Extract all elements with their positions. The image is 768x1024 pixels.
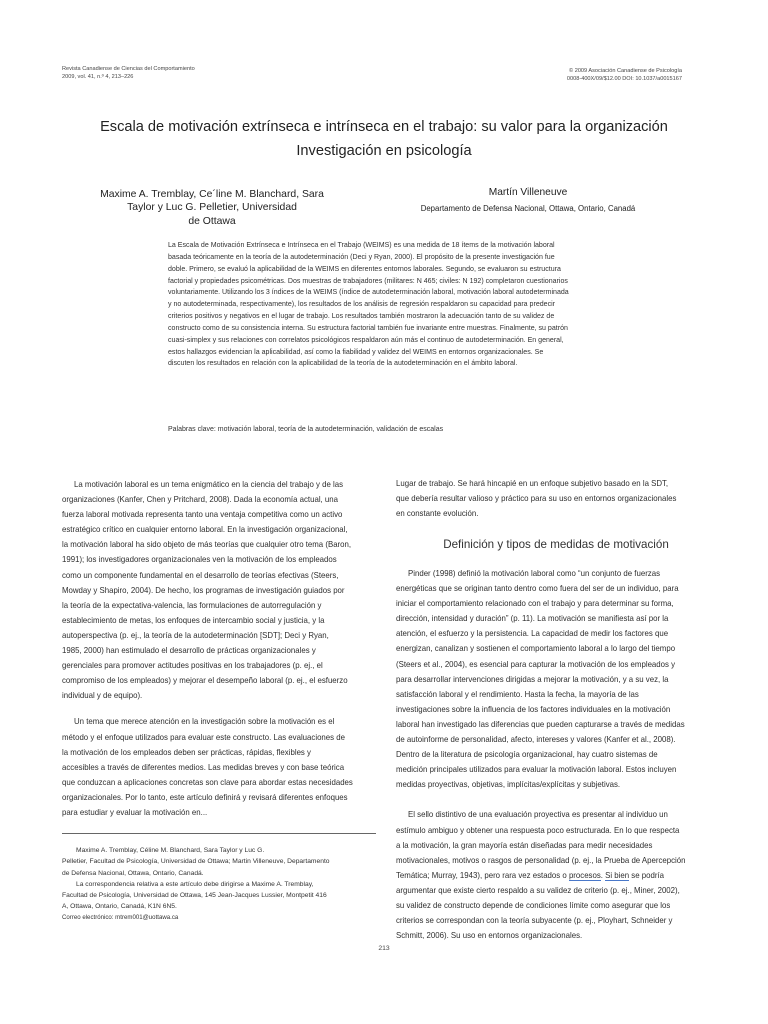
text-line: accesibles a través de diferentes medios. Las medidas breves y con base teórica xyxy=(62,762,345,772)
text-line: medición principales utilizados para evaluar la motivación laboral. Estos incluyen xyxy=(396,765,677,775)
abstract-line: y no autodeterminada, respectivamente), los resultados de los análisis de regresión respaldaron su capacidad para predecir xyxy=(168,301,556,309)
text-segment: se podría xyxy=(629,870,664,880)
text-line: iniciar el comportamiento relacionado con el trabajo y para determinar su forma, xyxy=(396,599,674,609)
text-line: medidas proyectivas, objetivas, implícitas/explícitas y subjetivas. xyxy=(396,780,621,790)
text-line: energéticas que se originan tanto dentro como fuera del ser de un individuo, para xyxy=(396,584,679,594)
copyright-block xyxy=(567,67,682,83)
footnote-line: A, Ottawa, Ontario, Canadá, K1N 6N5. xyxy=(62,903,177,911)
footnotes xyxy=(62,845,382,922)
title-line-1: Escala de motivación extrínseca e intrínseca en el trabajo: su valor para la organización xyxy=(100,119,668,135)
footnote-line: de Defensa Nacional, Ottawa, Ontario, Canadá. xyxy=(62,869,204,877)
authors-right xyxy=(396,186,660,214)
right-column xyxy=(396,566,716,943)
right-paragraph-0 xyxy=(396,476,716,521)
text-line: la motivación laboral ha sido objeto de más teorías que cualquier otro tema (Baron, xyxy=(62,540,352,550)
page-number: 213 xyxy=(378,945,390,952)
text-line: estratégico crítico en cualquier entorno laboral. En la investigación organizacional, xyxy=(62,525,348,535)
text-line: de autoinforme de personalidad, afecto, intereses y valores (Kanfer et al., 2008). xyxy=(396,735,676,745)
text-line: 1985, 2000) han estimulado el desarrollo de prácticas organizacionales y xyxy=(62,646,316,656)
left-column xyxy=(62,477,376,820)
author-right-affiliation: Departamento de Defensa Nacional, Ottawa, Ontario, Canadá xyxy=(420,204,636,213)
keywords: Palabras clave: motivación laboral, teoría de la autodeterminación, validación de escalas xyxy=(168,426,444,433)
section-heading: Definición y tipos de medidas de motivación xyxy=(443,538,669,551)
text-line: que debería resultar valioso y práctico para su uso en entornos organizacionales xyxy=(396,494,677,504)
authors-left-line-2: Taylor y Luc G. Pelletier, Universidad xyxy=(127,202,297,214)
text-line: establecimiento de metas, los enfoques de intercambio social y justicia, y la xyxy=(62,615,325,625)
title-line-2: Investigación en psicología xyxy=(296,143,472,159)
article-title xyxy=(20,115,748,163)
text-line: su validez de constructo depende de condiciones límite como asegurar que los xyxy=(396,900,671,910)
text-line: investigaciones sobre la influencia de los factores individuales en la motivación xyxy=(396,704,671,714)
text-line: La motivación laboral es un tema enigmático en la ciencia del trabajo y de las xyxy=(74,480,344,489)
text-line: El sello distintivo de una evaluación proyectiva es presentar al individuo un xyxy=(408,810,668,820)
journal-volume: 2009, vol. 41, n.º 4, 213–226 xyxy=(62,74,134,80)
right-paragraph-1 xyxy=(396,566,716,792)
copyright-text: © 2009 Asociación Canadiense de Psicología xyxy=(569,68,682,74)
authors-left xyxy=(82,188,342,228)
text-line: Mowday y Shapiro, 2004). De hecho, los programas de investigación guiados por xyxy=(62,585,345,595)
abstract-line: constructo como de su consistencia interna. Su estructura factorial también fue invariante entre muestras. Finalmente, su patrón xyxy=(168,324,568,332)
text-line: la motivación de los empleados deben ser prácticas, rápidas, flexibles y xyxy=(62,747,311,757)
text-line: método y el enfoque utilizados para evaluar este constructo. Las evaluaciones de xyxy=(62,732,345,742)
footnote-line: La correspondencia relativa a este artículo debe dirigirse a Maxime A. Tremblay, xyxy=(76,880,314,888)
abstract-line: criterios positivos y negativos en el lugar de trabajo. Los resultados también mostraron la adecuación tanto de su validez de xyxy=(168,313,555,321)
text-line: estímulo ambiguo y obtener una respuesta poco estructurada. En lo que respecta xyxy=(396,825,680,835)
authors-left-line-1: Maxime A. Tremblay, Ce´line M. Blanchard, Sara xyxy=(100,189,324,200)
left-paragraph-2 xyxy=(62,714,376,820)
abstract-line: discuten los resultados en relación con la aplicabilidad de la teoría de la autodeterminación en el ámbito laboral. xyxy=(168,360,518,368)
text-line: para estudiar y evaluar la motivación en... xyxy=(62,807,208,817)
text-segment: . xyxy=(600,870,606,880)
text-line: Pinder (1998) definió la motivación laboral como “un conjunto de fuerzas xyxy=(408,569,661,578)
text-line: satisfacción laboral y el rendimiento. Hasta la fecha, la mayoría de las xyxy=(396,689,639,699)
abstract xyxy=(168,240,600,370)
text-line: Schmitt, 2006). Su uso en entornos organizacionales. xyxy=(396,931,583,941)
footnote-line: Facultad de Psicología, Universidad de Ottawa, 145 Jean-Jacques Lussier, Montpetit 416 xyxy=(62,892,327,900)
text-line: Un tema que merece atención en la investigación sobre la motivación es el xyxy=(74,717,335,727)
text-line: energizan, canalizan y sostienen el comportamiento laboral a lo largo del tiempo xyxy=(396,644,676,654)
text-line: Dentro de la literatura de psicología organizacional, hay cuatro sistemas de xyxy=(396,750,658,760)
underlined-word: procesos xyxy=(568,870,601,880)
text-line: fuerza laboral motivada representa tanto una ventaja competitiva como un activo xyxy=(62,510,343,520)
text-line: laboral han investigado las diferencias que pueden capturarse a través de medidas xyxy=(396,719,685,729)
text-line: como un componente fundamental en el desarrollo de teorías efectivas (Steers, xyxy=(62,570,339,580)
text-line: (Steers et al., 2004), es esencial para capturar la motivación de los empleados y xyxy=(396,659,676,669)
text-line: argumentar que existe cierto respaldo a su validez de criterio (p. ej., Miner, 2002), xyxy=(396,885,680,895)
underlined-word: Si bien xyxy=(605,870,630,880)
text-line: 1991); los investigadores organizacionales ven la motivación de los empleados xyxy=(62,555,337,565)
text-line: para desarrollar intervenciones dirigidas a mejorar la motivación, y a su vez, la xyxy=(396,674,669,684)
text-line: organizaciones (Kanfer, Chen y Pritchard, 2008). Dada la economía actual, una xyxy=(62,495,339,505)
abstract-line: cuasi-simplex y sus relaciones con correlatos psicológicos respaldaron aún más el continuo de autodeterminación. En general, xyxy=(168,336,564,344)
abstract-line: factorial y propiedades psicométricas. Dos muestras de trabajadores (militares: N 465; civiles: N 192) completaron cuestionarios xyxy=(168,277,568,285)
right-paragraph-2 xyxy=(396,807,716,943)
authors-left-line-3: de Ottawa xyxy=(188,215,236,227)
text-line: que conduzcan a aplicaciones concretas son clave para abordar estas necesidades xyxy=(62,777,353,787)
text-line: autoperspectiva (p. ej., la teoría de la autodeterminación [SDT]; Deci y Ryan, xyxy=(62,630,329,640)
abstract-line: estos hallazgos evidencian la aplicabilidad, así como la fiabilidad y validez del WEIMS en entornos organizacionales. Se xyxy=(168,348,544,356)
footnote-line: Maxime A. Tremblay, Céline M. Blanchard, Sara Taylor y Luc G. xyxy=(76,847,265,854)
text-line: compromiso de los empleados) y mejorar el desempeño laboral (p. ej., el esfuerzo xyxy=(62,676,348,686)
text-line xyxy=(396,871,664,881)
text-line: motivacionales, motivos o rasgos de personalidad (p. ej., la Prueba de Apercepción xyxy=(396,855,686,865)
left-paragraph-1 xyxy=(62,477,376,703)
text-line: la teoría de la expectativa-valencia, las formulaciones de autorregulación y xyxy=(62,600,322,610)
text-line: organizacionales. Por lo tanto, este artículo definirá y revisará diferentes enfoques xyxy=(62,792,348,802)
journal-header xyxy=(62,65,195,81)
text-line: en constante evolución. xyxy=(396,509,479,519)
footnote-divider xyxy=(62,833,376,834)
text-line: atención, el esfuerzo y la persistencia. La capacidad de medir los factores que xyxy=(396,629,669,639)
text-line: Lugar de trabajo. Se hará hincapié en un enfoque subjetivo basado en la SDT, xyxy=(396,479,669,488)
text-line: individual y de equipo). xyxy=(62,691,143,701)
journal-name: Revista Canadiense de Ciencias del Comportamiento xyxy=(62,66,195,72)
footnote-email: Correo electrónico: mtrem001@uottawa.ca xyxy=(62,913,179,921)
abstract-line: La Escala de Motivación Extrínseca e Intrínseca en el Trabajo (WEIMS) es una medida de 18 ítems de la motivación laboral xyxy=(168,242,555,249)
text-line: a la motivación, la gran mayoría están diseñadas para medir necesidades xyxy=(396,840,653,850)
doi-text: 0008-400X/09/$12.00 DOI: 10.1037/a0015167 xyxy=(566,76,682,82)
abstract-line: voluntariamente. Utilizando los 3 índices de la WEIMS (índice de autodeterminación laboral, motivación laboral autodeterminada xyxy=(168,289,569,297)
abstract-line: doble. Primero, se evaluó la aplicabilidad de la WEIMS en diferentes entornos laborales. Segundo, se evaluaron su estructura xyxy=(168,265,561,273)
text-line: dirección, intensidad y duración” (p. 11). La motivación se manifiesta así por la xyxy=(396,614,669,624)
text-line: criterios se correspondan con la teoría subyacente (p. ej., Ployhart, Schneider y xyxy=(396,916,673,926)
author-right-name: Martín Villeneuve xyxy=(488,187,568,198)
text-segment: Temática; Murray, 1943), pero rara vez estados o xyxy=(396,870,569,880)
footnote-line: Pelletier, Facultad de Psicología, Universidad de Ottawa; Martin Villeneuve, Departamento xyxy=(62,858,330,866)
text-line: gerenciales para promover actitudes positivas en los trabajadores (p. ej., el xyxy=(62,661,323,671)
abstract-line: basada teóricamente en la teoría de la autodeterminación (Deci y Ryan, 2000). El propósito de la presente investigación fue xyxy=(168,253,555,261)
